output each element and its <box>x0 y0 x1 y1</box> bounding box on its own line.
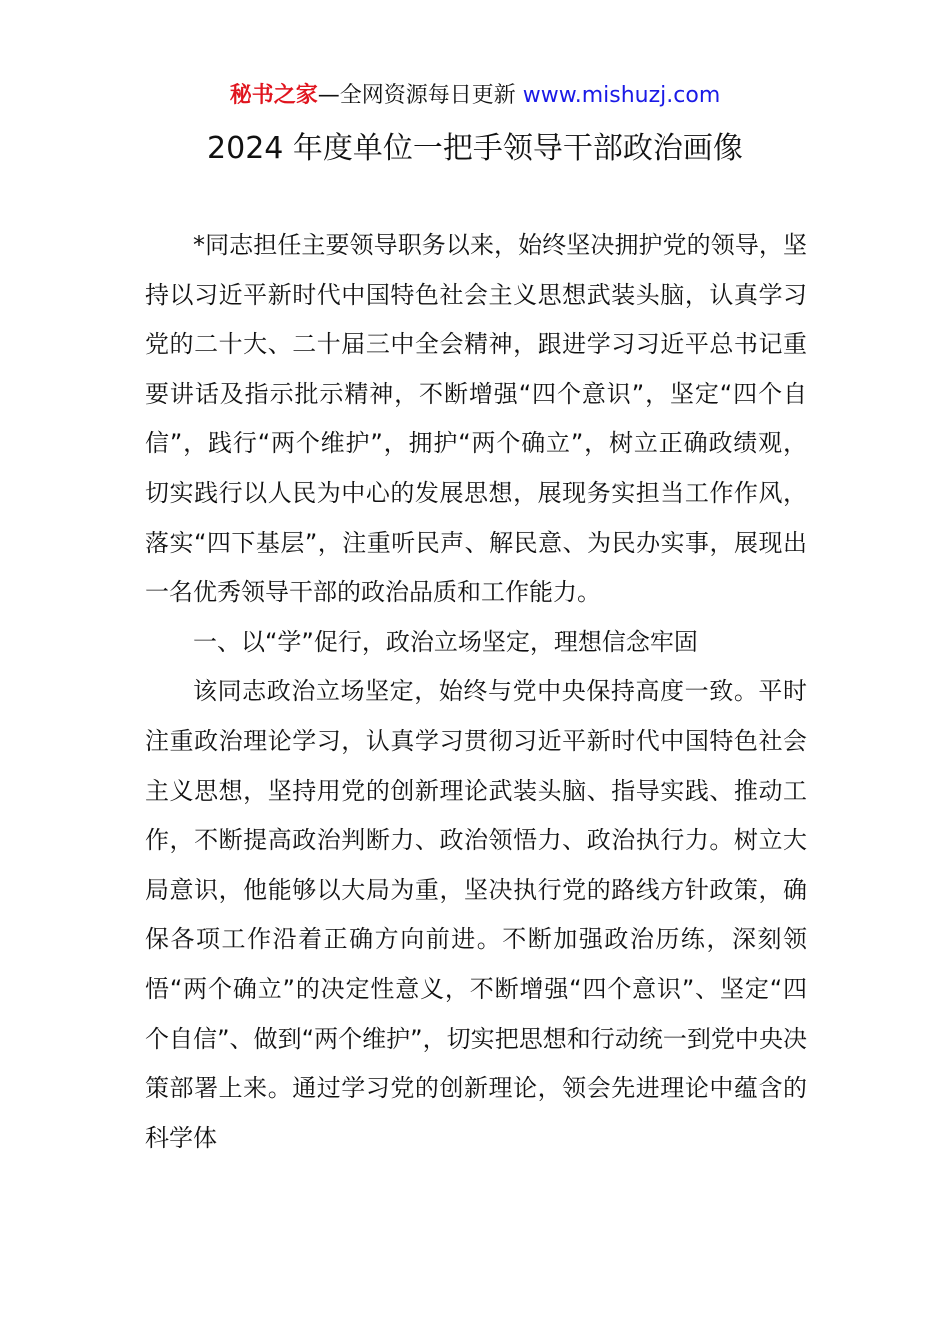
site-brand: 秘书之家 <box>229 83 318 108</box>
site-header <box>0 80 950 112</box>
document-body <box>145 221 807 1163</box>
document-title: 2024 年度单位一把手领导干部政治画像 <box>207 131 743 166</box>
site-tagline: —全网资源每日更新 <box>317 83 516 108</box>
site-url-link[interactable]: www.mishuzj.com <box>522 83 721 108</box>
section-1-heading: 一、以“学”促行，政治立场坚定，理想信念牢固 <box>193 627 698 656</box>
intro-paragraph: *同志担任主要领导职务以来，始终坚决拥护党的领导，坚持以习近平新时代中国特色社会主义思想武装头脑，认真学习党的二十大、二十届三中全会精神，跟进学习习近平总书记重要讲话及指示批示精神，不断增强“四个意识”，坚定“四个自信”，践行“两个维护”，拥护“两个确立”，树立正确政绩观，切实践行以人民为中心的发展思想，展现务实担当工作作风，落实“四下基层”，注重听民声、解民意、为民办实事，展现出一名优秀领导干部的政治品质和工作能力。 <box>145 231 807 607</box>
section-1-paragraph: 该同志政治立场坚定，始终与党中央保持高度一致。平时注重政治理论学习，认真学习贯彻习近平新时代中国特色社会主义思想，坚持用党的创新理论武装头脑、指导实践、推动工作，不断提高政治判断力、政治领悟力、政治执行力。树立大局意识，他能够以大局为重，坚决执行党的路线方针政策，确保各项工作沿着正确方向前进。不断加强政治历练，深刻领悟“两个确立”的决定性意义，不断增强“四个意识”、坚定“四个自信”、做到“两个维护”，切实把思想和行动统一到党中央决策部署上来。通过学习党的创新理论，领会先进理论中蕴含的科学体 <box>145 677 807 1152</box>
